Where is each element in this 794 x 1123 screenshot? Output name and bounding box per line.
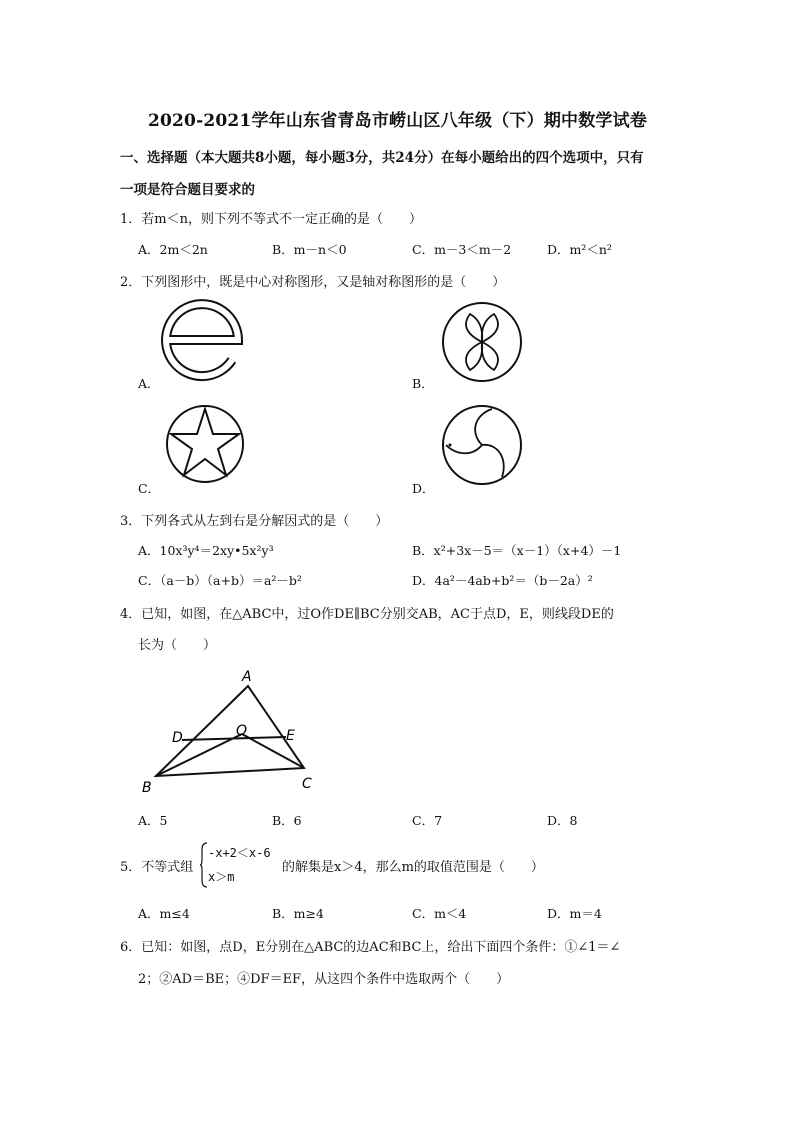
question-5-prefix: 5．不等式组 [120,860,194,875]
page-title: 2020-2021学年山东省青岛市崂山区八年级（下）期中数学试卷 [147,111,648,131]
question-1-stem: 1．若m＜n，则下列不等式不一定正确的是（ ） [120,212,422,227]
question-3-stem: 3．下列各式从左到右是分解因式的是（ ） [120,514,389,529]
figure-2a-e-shape-icon [160,298,250,384]
question-5-suffix: 的解集是x＞4，那么m的取值范围是（ ） [282,860,544,875]
question-5-system-line1: -x+2＜x-6 [208,846,271,860]
question-6-stem-line2: 2；②AD＝BE；④DF＝EF，从这四个条件中选取两个（ ） [138,972,510,987]
question-4-stem-line2: 长为（ ） [138,638,217,653]
question-4-option-d: D．8 [547,813,578,828]
question-5-option-d: D．m＝4 [547,906,602,921]
figure-4-triangle-diagram [136,668,326,798]
question-5-option-c: C．m＜4 [412,906,467,921]
figure-4-label-b: B [142,780,152,796]
question-1-option-a: A．2m＜2n [138,242,208,257]
figure-2d-swirl-circle-icon [440,403,524,487]
question-2-stem: 2．下列图形中，既是中心对称图形，又是轴对称图形的是（ ） [120,275,506,290]
figure-2b-flower-circle-icon [440,300,524,384]
question-3-option-d: D．4a²－4ab+b²＝（b－2a）² [412,573,593,588]
section-heading-line2: 一项是符合题目要求的 [120,182,255,198]
figure-4-label-o: O [236,723,248,739]
figure-4-label-a: A [242,669,252,685]
question-1-option-c: C．m－3＜m－2 [412,242,512,257]
question-4-option-b: B．6 [272,813,302,828]
question-2-option-a: A． [138,376,160,391]
question-2-option-c: C． [138,481,161,496]
question-4-option-a: A．5 [138,813,168,828]
question-6-stem-line1: 6．已知：如图，点D，E分别在△ABC的边AC和BC上，给出下面四个条件：①∠1＝∠ [120,940,621,955]
question-5-system-line2: x＞m [208,870,235,884]
question-2-option-b: B． [412,376,434,391]
question-3-option-a: A．10x³y⁴＝2xy•5x²y³ [138,543,274,558]
left-brace-icon [200,842,208,888]
figure-2c-star-circle-icon [164,403,246,485]
question-1-option-d: D．m²＜n² [547,242,612,257]
question-5-inequality-system [200,842,280,888]
figure-4-label-e: E [286,728,295,744]
figure-4-label-d: D [172,730,183,746]
section-heading-line1: 一、选择题（本大题共8小题，每小题3分，共24分）在每小题给出的四个选项中，只有 [120,150,644,166]
question-5-option-b: B．m≥4 [272,906,324,921]
question-1-option-b: B．m－n＜0 [272,242,347,257]
figure-4-label-c: C [302,776,312,792]
question-3-option-b: B．x²+3x－5＝（x－1）（x+4）－1 [412,543,622,558]
question-4-stem-line1: 4．已知，如图，在△ABC中，过O作DE∥BC分别交AB，AC于点D，E，则线段DE的 [120,607,614,622]
question-2-option-d: D． [412,481,435,496]
question-3-option-c: C．（a－b）（a+b）＝a²－b² [138,573,302,588]
question-5-option-a: A．m≤4 [138,906,190,921]
question-4-option-c: C．7 [412,813,443,828]
